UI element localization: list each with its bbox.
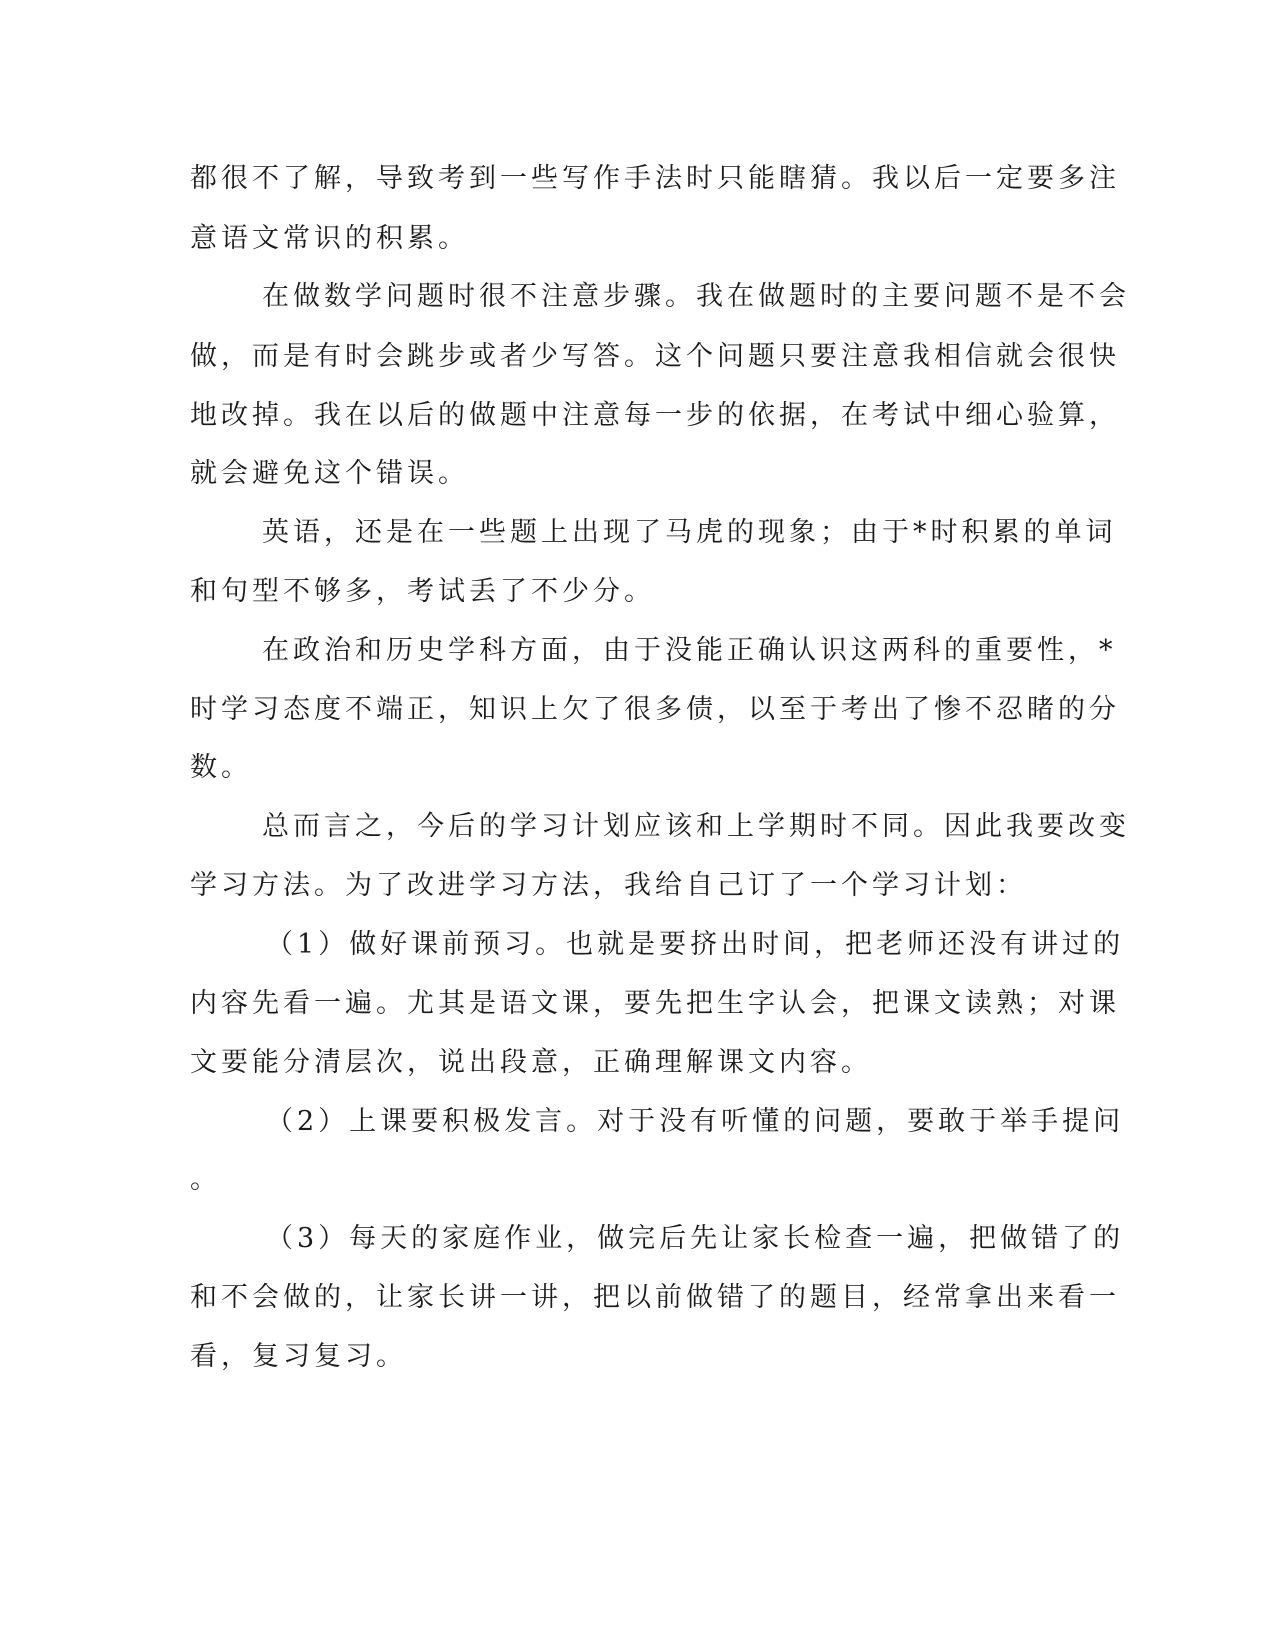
text-line: 和句型不够多，考试丢了不少分。 [190,576,655,607]
text-line: 都很不了解，导致考到一些写作手法时只能瞎猜。我以后一定要多注 [190,163,1120,194]
text-line: 内容先看一遍。尤其是语文课，要先把生字认会，把课文读熟；对课 [190,988,1120,1019]
text-line: 意语文常识的积累。 [190,223,469,254]
text-line: 学习方法。为了改进学习方法，我给自己订了一个学习计划： [190,870,1027,901]
text-line: 地改掉。我在以后的做题中注意每一步的依据，在考试中细心验算， [190,400,1120,431]
text-line: 。 [190,1164,221,1195]
text-line: 和不会做的，让家长讲一讲，把以前做错了的题目，经常拿出来看一 [190,1282,1120,1313]
plan-item-1: （1）做好课前预习。也就是要挤出时间，把老师还没有讲过的 [266,929,1125,960]
paragraph-math-line: 在做数学问题时很不注意步骤。我在做题时的主要问题不是不会 [262,281,1130,312]
paragraph-politics-history-line: 在政治和历史学科方面，由于没能正确认识这两科的重要性，* [262,635,1117,666]
text-line: 做，而是有时会跳步或者少写答。这个问题只要注意我相信就会很快 [190,341,1120,372]
plan-item-2: （2）上课要积极发言。对于没有听懂的问题，要敢于举手提问 [266,1106,1125,1137]
text-line: 时学习态度不端正，知识上欠了很多债，以至于考出了惨不忍睹的分 [190,694,1120,725]
plan-item-3: （3）每天的家庭作业，做完后先让家长检查一遍，把做错了的 [266,1223,1125,1254]
paragraph-summary-line: 总而言之，今后的学习计划应该和上学期时不同。因此我要改变 [262,811,1130,842]
text-line: 看，复习复习。 [190,1341,407,1372]
text-line: 就会避免这个错误。 [190,458,469,489]
paragraph-english-line: 英语，还是在一些题上出现了马虎的现象；由于*时积累的单词 [262,517,1117,548]
text-line: 文要能分清层次，说出段意，正确理解课文内容。 [190,1047,872,1078]
text-line: 数。 [190,752,252,783]
